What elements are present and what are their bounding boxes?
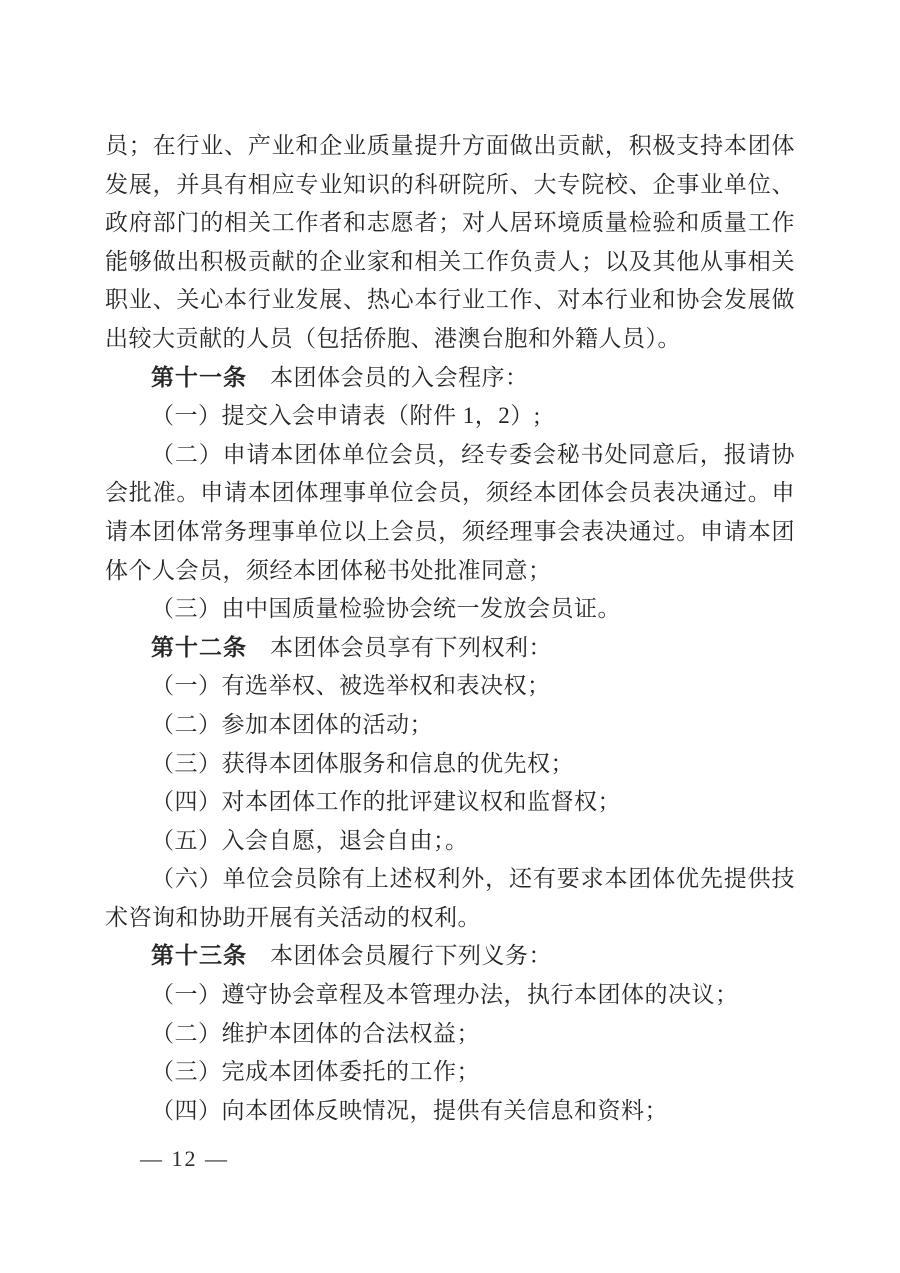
article-13 (105, 937, 795, 976)
article-12 (105, 629, 795, 668)
article-11-item-3: （三）由中国质量检验协会统一发放会员证。 (151, 596, 621, 622)
article-11-number: 第十一条 (151, 364, 247, 390)
article-13-number: 第十三条 (151, 943, 247, 969)
article-12-item-4: （四）对本团体工作的批评建议权和监督权； (151, 789, 621, 815)
article-11-item-1: （一）提交入会申请表（附件 1，2）; (151, 403, 541, 429)
article-13-item-1: （一）遵守协会章程及本管理办法，执行本团体的决议； (151, 982, 739, 1008)
article-13-item-4: （四）向本团体反映情况，提供有关信息和资料； (151, 1097, 668, 1123)
paragraph-continuation: 员；在行业、产业和企业质量提升方面做出贡献，积极支持本团体发展，并具有相应专业知识的科研院所、大专院校、企事业单位、政府部门的相关工作者和志愿者；对人居环境质量检验和质量工作能够做出积极贡献的企业家和相关工作负责人；以及其他从事相关职业、关心本行业发展、热心本行业工作、对本行业和协会发展做出较大贡献的人员（包括侨胞、港澳台胞和外籍人员）。 (105, 133, 795, 351)
article-12-item-1: （一）有选举权、被选举权和表决权； (151, 673, 551, 699)
article-11-item-2: （二）申请本团体单位会员，经专委会秘书处同意后，报请协会批准。申请本团体理事单位会员，须经本团体会员表决通过。申请本团体常务理事单位以上会员，须经理事会表决通过。申请本团体个人会员，须经本团体秘书处批准同意； (105, 441, 795, 583)
article-13-item-2: （二）维护本团体的合法权益； (151, 1020, 480, 1046)
article-12-item-3: （三）获得本团体服务和信息的优先权； (151, 750, 574, 776)
article-11 (105, 359, 795, 398)
article-12-item-5: （五）入会自愿，退会自由；。 (151, 827, 469, 853)
article-12-number: 第十二条 (151, 634, 247, 660)
document-body (105, 127, 795, 1130)
page-number: — 12 — (140, 1146, 229, 1171)
article-12-title: 本团体会员享有下列权利： (270, 634, 552, 660)
article-13-item-3: （三）完成本团体委托的工作； (151, 1059, 480, 1085)
article-13-title: 本团体会员履行下列义务： (270, 943, 552, 969)
article-12-item-6: （六）单位会员除有上述权利外，还有要求本团体优先提供技术咨询和协助开展有关活动的权利。 (105, 866, 795, 930)
article-12-item-2: （二）参加本团体的活动； (151, 711, 433, 737)
article-11-title: 本团体会员的入会程序： (270, 364, 529, 390)
